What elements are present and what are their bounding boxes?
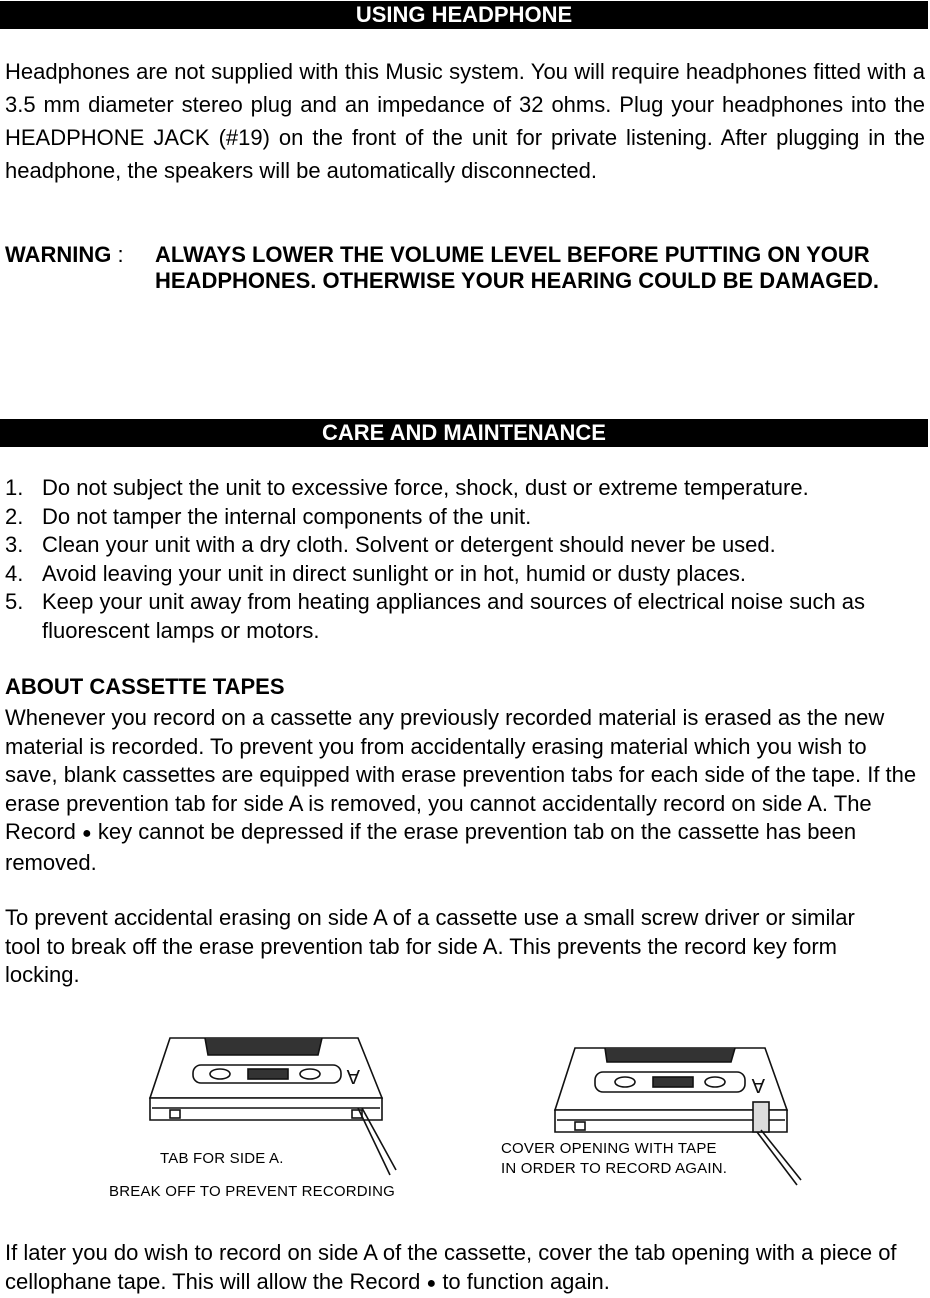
care-list: [5, 474, 925, 645]
headphone-paragraph: Headphones are not supplied with this Music system. You will require headphones fitted with a 3.5 mm diameter stereo plug and an impedance of 32 ohms. Plug your headphones into the HEADPHONE JACK (#19) on the front of the unit for private listening. After plugging in the headphone, the speakers will be automatically disconnected.: [5, 59, 925, 183]
list-item: 3. Clean your unit with a dry cloth. Solvent or detergent should never be used.: [5, 532, 776, 557]
section-heading-headphone: USING HEADPHONE: [0, 1, 928, 29]
cassette-figure-tab: [100, 1020, 440, 1205]
warning-block: [5, 242, 925, 294]
warning-label: WARNING :: [5, 242, 124, 267]
fig-left-caption-1: TAB FOR SIDE A.: [160, 1150, 284, 1167]
cassette-paragraph-1: Whenever you record on a cassette any previously recorded material is erased as the new material is recorded. To prevent you from accidentally erasing material which you wish to save, blank cassettes are equipped with erase prevention tabs for each side of the tape. If the erase prevention tab for side A is removed, you cannot accidentally record on side A. The Record ● key cannot be depressed if the erase prevention tab on the cassette has been removed.: [5, 705, 917, 875]
list-item: 2. Do not tamper the internal components of the unit.: [5, 503, 532, 529]
side-a-letter: A: [751, 1074, 765, 1096]
cassette-paragraph-2: To prevent accidental erasing on side A of a cassette use a small screw driver or similar tool to break off the erase prevention tab for side A. This prevents the record key form locking.: [5, 905, 855, 987]
fig-right-caption-2: IN ORDER TO RECORD AGAIN.: [501, 1160, 728, 1177]
record-dot-icon: ●: [82, 825, 92, 842]
list-item: 5. Keep your unit away from heating appliances and sources of electrical noise such as fluorescent lamps or motors.: [5, 589, 866, 643]
cassette-heading: ABOUT CASSETTE TAPES: [5, 674, 285, 699]
side-a-letter: A: [346, 1065, 360, 1087]
fig-right-caption-1: COVER OPENING WITH TAPE: [501, 1140, 717, 1157]
cassette-tab-break-illustration: [100, 1020, 440, 1205]
list-item: 4. Avoid leaving your unit in direct sunlight or in hot, humid or dusty places.: [5, 560, 746, 586]
list-item: 1. Do not subject the unit to excessive force, shock, dust or extreme temperature.: [5, 475, 809, 500]
fig-left-caption-2: BREAK OFF TO PREVENT RECORDING: [109, 1183, 396, 1200]
cassette-figure-tape: [495, 1030, 815, 1195]
section-heading-care: CARE AND MAINTENANCE: [0, 419, 928, 447]
record-dot-icon: ●: [426, 1274, 437, 1292]
cassette-paragraph-3: If later you do wish to record on side A of the cassette, cover the tab opening with a piece of cellophane tape. This will allow the Record ● to function again.: [5, 1240, 897, 1294]
warning-text: ALWAYS LOWER THE VOLUME LEVEL BEFORE PUTTING ON YOUR HEADPHONES. OTHERWISE YOUR HEARING COULD BE DAMAGED.: [155, 242, 880, 293]
